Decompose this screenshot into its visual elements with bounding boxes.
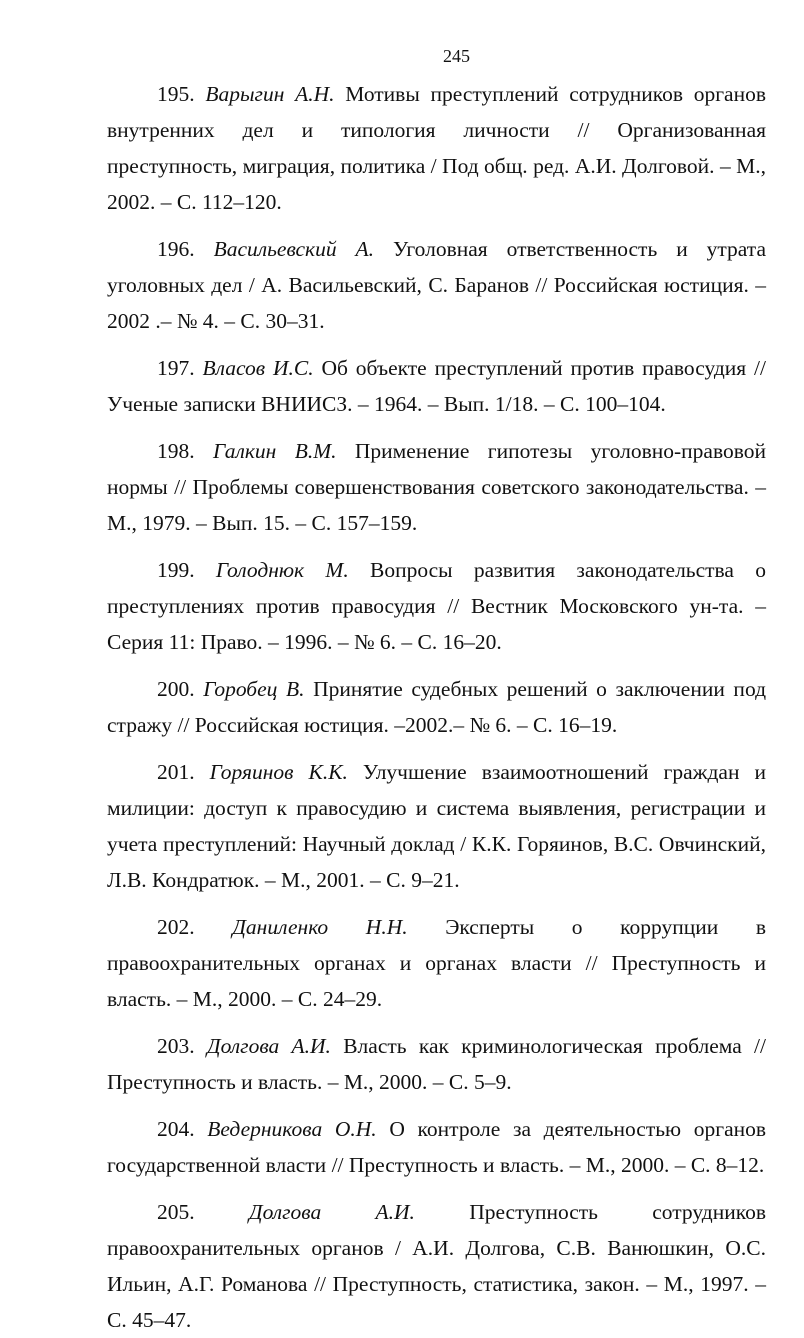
bibliography-entry	[107, 754, 766, 898]
bibliography-entry	[107, 909, 766, 1017]
entry-number: 199.	[157, 558, 195, 582]
entry-text: Улучшение взаимоотношений граждан и милиции: доступ к правосудию и система выявления, регистрации и учета преступлений: Научный доклад / К.К. Горяинов, В.С. Овчинский, Л.В. Кондратюк. – М., 2001. – С. 9–21.	[107, 760, 767, 892]
entry-number: 201.	[157, 760, 195, 784]
entry-number: 200.	[157, 677, 195, 701]
entry-text: Вопросы развития законодательства о преступлениях против правосудия // Вестник Московского ун-та. – Серия 11: Право. – 1996. – № 6. – С. 16–20.	[107, 558, 767, 654]
entry-text: Мотивы преступлений сотрудников органов внутренних дел и типология личности // Организованная преступность, миграция, политика / Под общ. ред. А.И. Долговой. – М., 2002. – С. 112–120.	[107, 82, 766, 214]
bibliography-entry	[107, 552, 766, 660]
entry-text: Преступность сотрудников правоохранительных органов / А.И. Долгова, С.В. Ванюшкин, О.С. Ильин, А.Г. Романова // Преступность, статистика, закон. – М., 1997. – С. 45–47.	[107, 1200, 766, 1332]
bibliography-entry	[107, 671, 766, 743]
page-number: 245	[443, 46, 470, 66]
entry-author: Ведерникова О.Н.	[207, 1117, 377, 1141]
bibliography-entry	[107, 1111, 766, 1183]
entry-author: Галкин В.М.	[213, 439, 337, 463]
entry-number: 197.	[157, 356, 195, 380]
entry-number: 195.	[157, 82, 195, 106]
entry-author: Долгова А.И.	[206, 1034, 331, 1058]
entry-text: Эксперты о коррупции в правоохранительных органах и органах власти // Преступность и власть. – М., 2000. – С. 24–29.	[107, 915, 767, 1011]
entry-text: Принятие судебных решений о заключении под стражу // Российская юстиция. –2002.– № 6. – С. 16–19.	[107, 677, 767, 737]
bibliography-entry	[107, 350, 766, 422]
entry-number: 204.	[157, 1117, 195, 1141]
entry-text: Об объекте преступлений против правосудия // Ученые записки ВНИИСЗ. – 1964. – Вып. 1/18. – С. 100–104.	[107, 356, 767, 416]
entry-text: Уголовная ответственность и утрата уголовных дел / А. Васильевский, С. Баранов // Российская юстиция. – 2002 .– № 4. – С. 30–31.	[107, 237, 766, 333]
entry-number: 202.	[157, 915, 195, 939]
entry-author: Васильевский А.	[213, 237, 375, 261]
entry-number: 205.	[157, 1200, 195, 1224]
bibliography-entry	[107, 1028, 766, 1100]
entry-author: Голоднюк М.	[215, 558, 349, 582]
entry-text: Власть как криминологическая проблема // Преступность и власть. – М., 2000. – С. 5–9.	[107, 1034, 766, 1094]
bibliography-entry	[107, 1194, 766, 1338]
entry-text: О контроле за деятельностью органов государственной власти // Преступность и власть. – М., 2000. – С. 8–12.	[107, 1117, 767, 1177]
entry-author: Горяинов К.К.	[209, 760, 348, 784]
entry-number: 196.	[157, 237, 195, 261]
entry-text: Применение гипотезы уголовно-правовой нормы // Проблемы совершенствования советского законодательства. – М., 1979. – Вып. 15. – С. 157–159.	[107, 439, 766, 535]
entry-number: 198.	[157, 439, 195, 463]
entry-author: Варыгин А.Н.	[205, 82, 335, 106]
bibliography-entry	[107, 231, 766, 339]
entry-author: Даниленко Н.Н.	[232, 915, 408, 939]
bibliography-entry	[107, 76, 766, 220]
bibliography-entry	[107, 433, 766, 541]
entry-author: Власов И.С.	[202, 356, 314, 380]
entry-author: Горобец В.	[203, 677, 305, 701]
entry-author: Долгова А.И.	[248, 1200, 415, 1224]
entry-number: 203.	[157, 1034, 195, 1058]
